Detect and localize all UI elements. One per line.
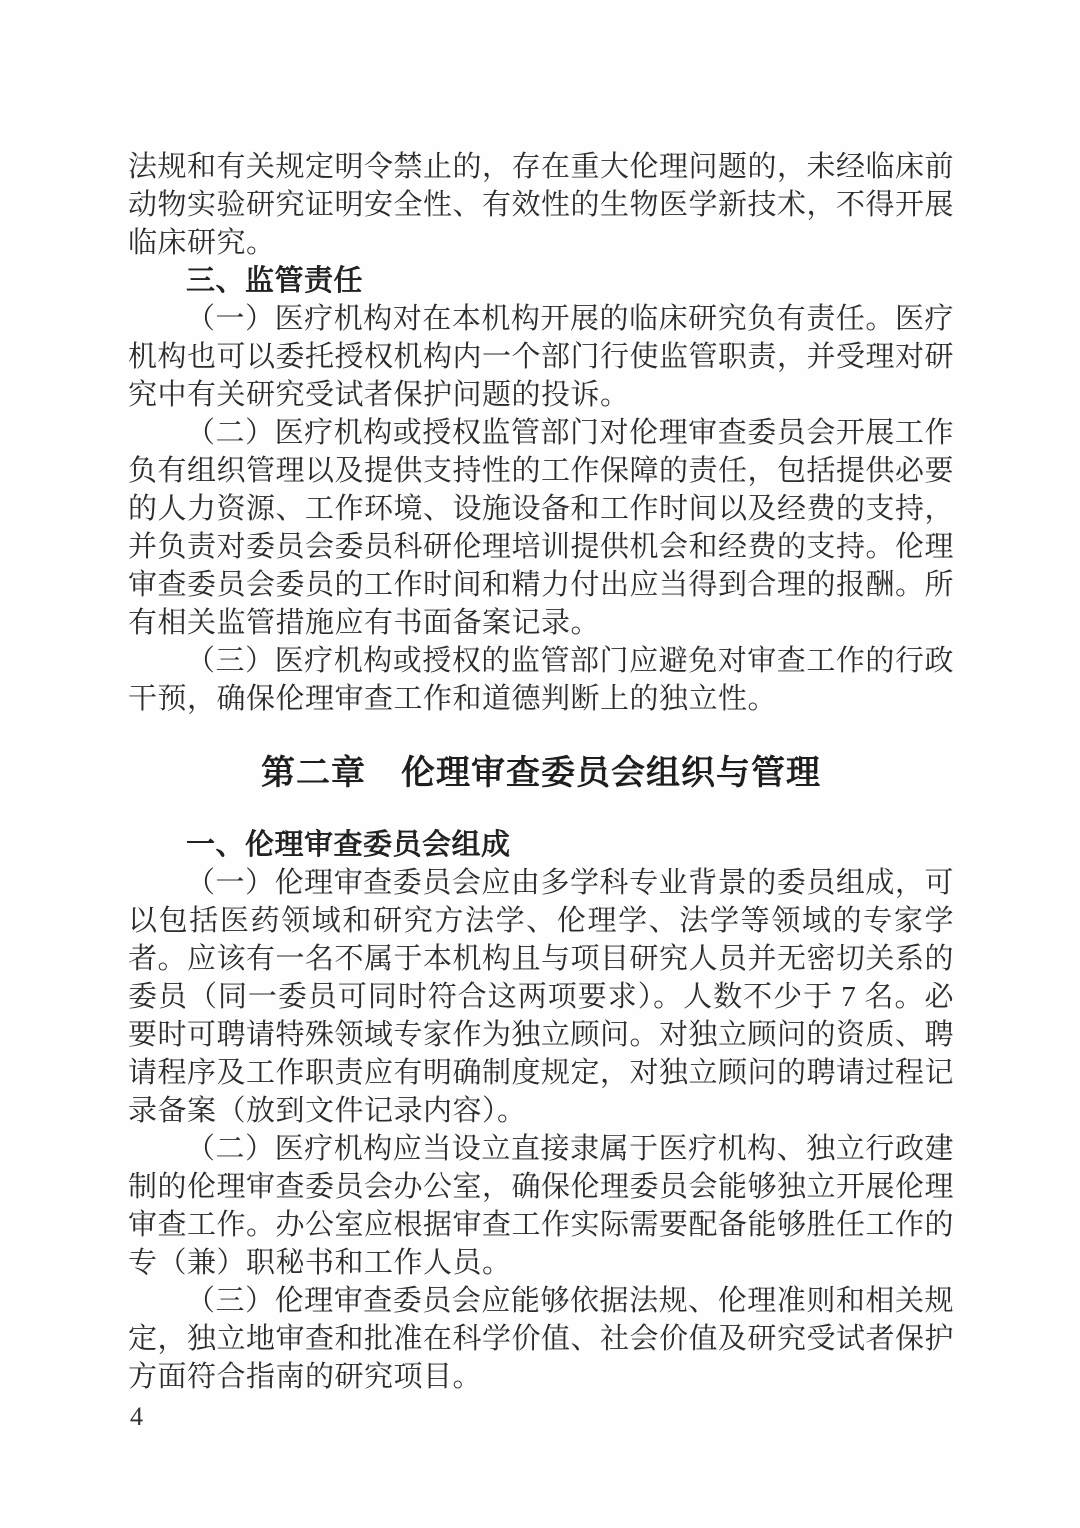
paragraph-supervision-item-2: （二）医疗机构或授权监管部门对伦理审查委员会开展工作负有组织管理以及提供支持性的工作保障的责任，包括提供必要的人力资源、工作环境、设施设备和工作时间以及经费的支持，并负责对委员会委员科研伦理培训提供机会和经费的支持。伦理审查委员会委员的工作时间和精力付出应当得到合理的报酬。所有相关监管措施应有书面备案记录。 — [128, 417, 955, 639]
section-heading-supervision-responsibility: 三、监管责任 — [186, 265, 364, 297]
section-heading-committee-composition: 一、伦理审查委员会组成 — [186, 829, 511, 861]
paragraph-composition-item-3: （三）伦理审查委员会应能够依据法规、伦理准则和相关规定，独立地审查和批准在科学价值、社会价值及研究受试者保护方面符合指南的研究项目。 — [128, 1285, 955, 1393]
paragraph-supervision-item-3: （三）医疗机构或授权的监管部门应避免对审查工作的行政干预，确保伦理审查工作和道德判断上的独立性。 — [128, 645, 954, 715]
chapter-2-heading: 第二章 伦理审查委员会组织与管理 — [261, 754, 821, 792]
paragraph-composition-item-2: （二）医疗机构应当设立直接隶属于医疗机构、独立行政建制的伦理审查委员会办公室，确保伦理委员会能够独立开展伦理审查工作。办公室应根据审查工作实际需要配备能够胜任工作的专（兼）职秘书和工作人员。 — [128, 1133, 955, 1279]
paragraph-continued-from-previous-page: 法规和有关规定明令禁止的，存在重大伦理问题的，未经临床前动物实验研究证明安全性、有效性的生物医学新技术，不得开展临床研究。 — [128, 151, 955, 259]
document-text-block — [128, 148, 954, 1396]
paragraph-supervision-item-1: （一）医疗机构对在本机构开展的临床研究负有责任。医疗机构也可以委托授权机构内一个部门行使监管职责，并受理对研究中有关研究受试者保护问题的投诉。 — [128, 303, 955, 411]
page-number: 4 — [130, 1402, 143, 1431]
paragraph-composition-item-1: （一）伦理审查委员会应由多学科专业背景的委员组成，可以包括医药领域和研究方法学、伦理学、法学等领域的专家学者。应该有一名不属于本机构且与项目研究人员并无密切关系的委员（同一委员可同时符合这两项要求）。人数不少于 7 名。必要时可聘请特殊领域专家作为独立顾问。对独立顾问的资质、聘请程序及工作职责应有明确制度规定，对独立顾问的聘请过程记录备案（放到文件记录内容）。 — [128, 867, 955, 1127]
